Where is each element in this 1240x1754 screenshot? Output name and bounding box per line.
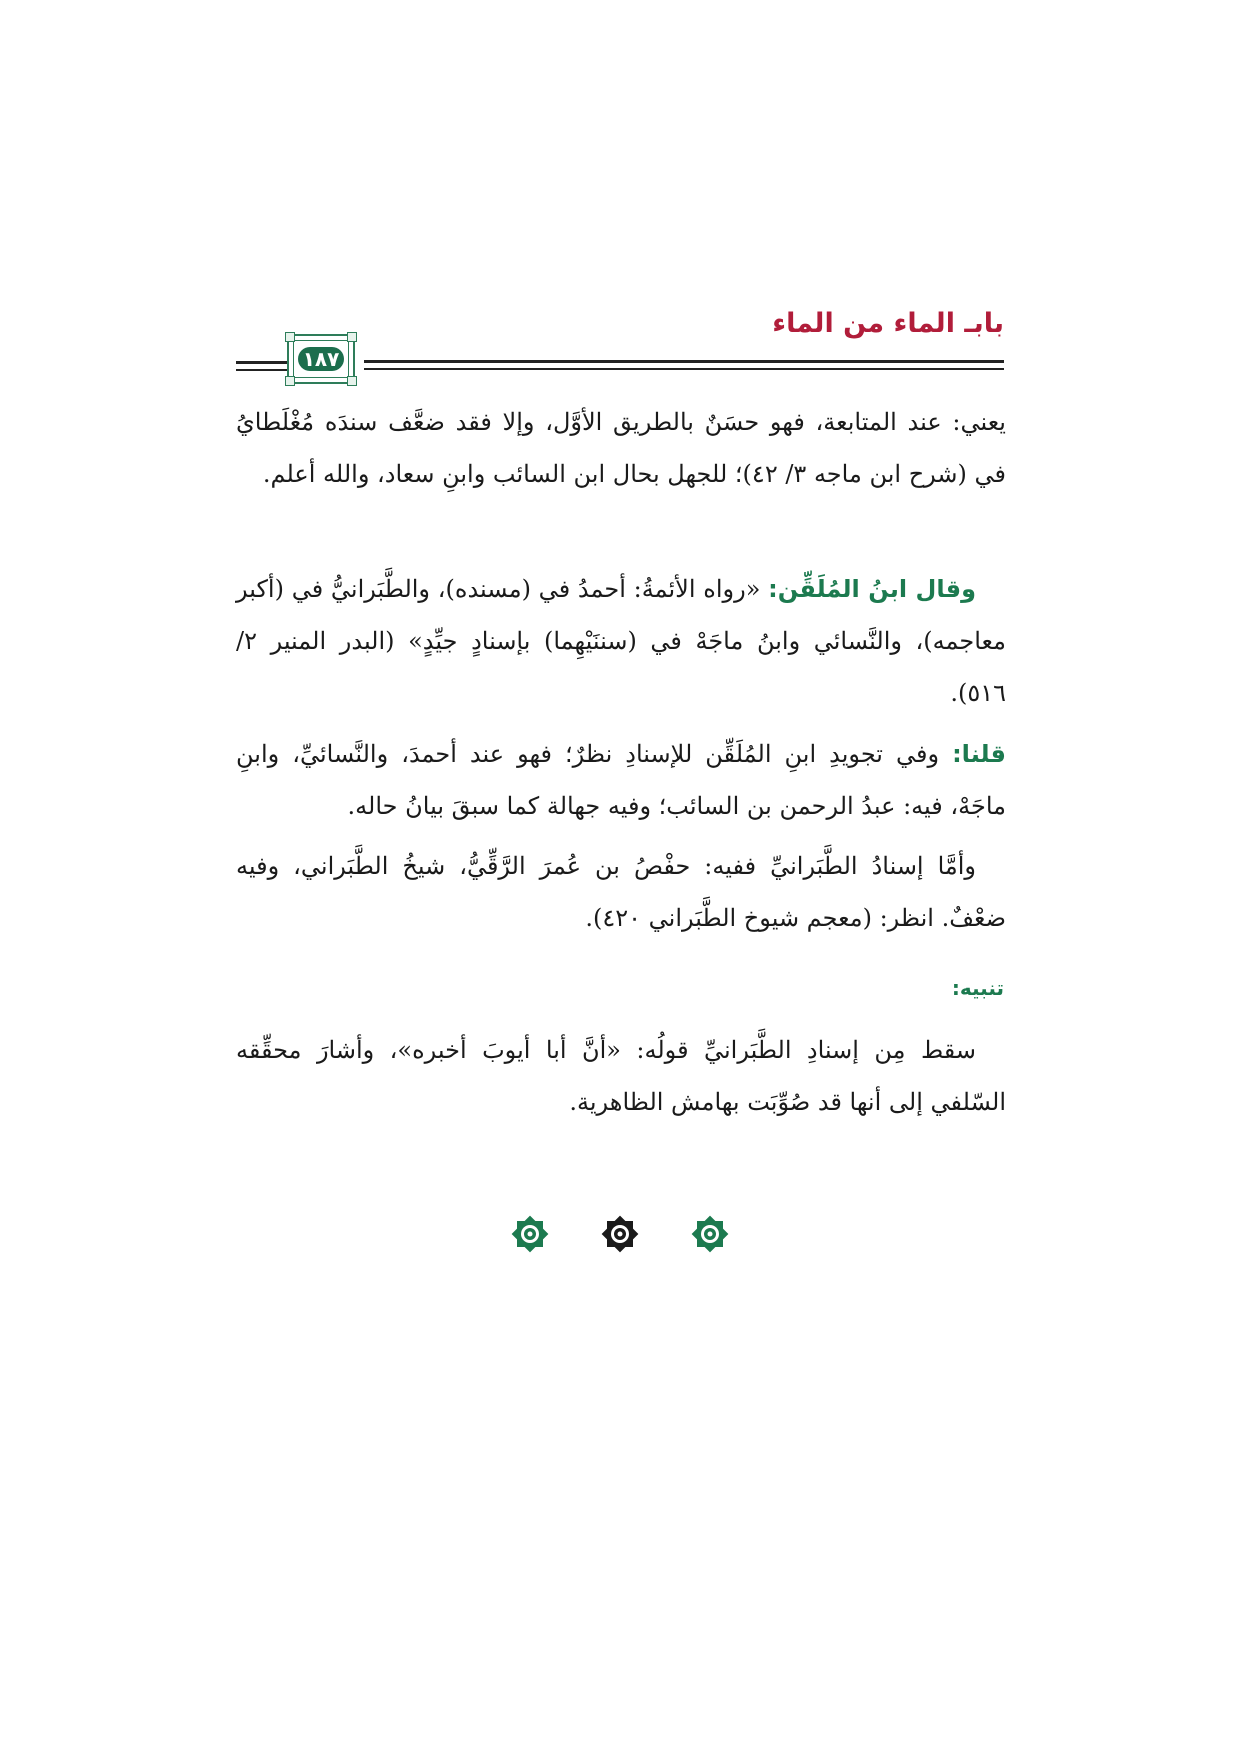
paragraph-5-text: سقط مِن إسنادِ الطَّبَرانيِّ قولُه: «أنَّ أبا أيوبَ أخبره»، وأشارَ محقِّقه السّلفي إلى أنها قد صُوِّبَت بهامش الظاهرية. — [236, 1036, 1006, 1116]
chapter-title: بابـ الماء من الماء — [772, 308, 1004, 339]
frame-corner-icon — [285, 376, 295, 386]
paragraph-1 — [236, 396, 1006, 500]
black-star-ornament-icon — [598, 1212, 642, 1256]
paragraph-3-text: وفي تجويدِ ابنِ المُلَقِّن للإسنادِ نظرٌ؛ فهو عند أحمدَ، والنَّسائيِّ، وابنِ ماجَهْ، فيه: عبدُ الرحمن بن السائب؛ وفيه جهالة كما سبقَ بيانُ حاله. — [236, 740, 1006, 820]
green-star-ornament-icon — [508, 1212, 552, 1256]
frame-corner-icon — [347, 376, 357, 386]
frame-corner-icon — [285, 332, 295, 342]
paragraph-5 — [236, 1024, 1006, 1128]
frame-corner-icon — [347, 332, 357, 342]
header-rule-right-bottom — [364, 368, 1004, 370]
paragraph-2-label: وقال ابنُ المُلَقِّن: — [768, 575, 977, 603]
paragraph-1-text: يعني: عند المتابعة، فهو حسَنٌ بالطريق الأوَّل، وإلا فقد ضعَّف سندَه مُغْلَطايُ في (شرح ابن ماجه ٣/ ٤٢)؛ للجهل بحال ابن السائب وابنِ سعاد، والله أعلم. — [236, 408, 1006, 488]
page-number-badge — [298, 347, 344, 371]
section-end-ornament — [508, 1212, 732, 1256]
paragraph-4 — [236, 840, 1006, 944]
paragraph-2 — [236, 563, 1006, 719]
paragraph-3-label: قلنا: — [952, 740, 1006, 768]
header-rule-right-top — [364, 360, 1004, 363]
ornamental-page-number-frame-icon — [287, 334, 355, 384]
paragraph-4-text: وأمَّا إسنادُ الطَّبَرانيِّ ففيه: حفْصُ بن عُمرَ الرَّقِّيُّ، شيخُ الطَّبَراني، وفيه ضعْفٌ. انظر: (معجم شيوخ الطَّبَراني ٤٢٠). — [236, 852, 1006, 932]
note-heading: تنبيه: — [951, 976, 1004, 1000]
paragraph-3 — [236, 728, 1006, 832]
green-star-ornament-icon — [688, 1212, 732, 1256]
page-number: ١٨٧ — [302, 347, 340, 371]
paragraph-2-text: «رواه الأئمةُ: أحمدُ في (مسنده)، والطَّبَرانيُّ في (أكبر معاجمه)، والنَّسائي وابنُ ماجَهْ في (سننَيْهِما) بإسنادٍ جيِّدٍ» (البدر المنير ٢/ ٥١٦). — [236, 575, 1006, 707]
